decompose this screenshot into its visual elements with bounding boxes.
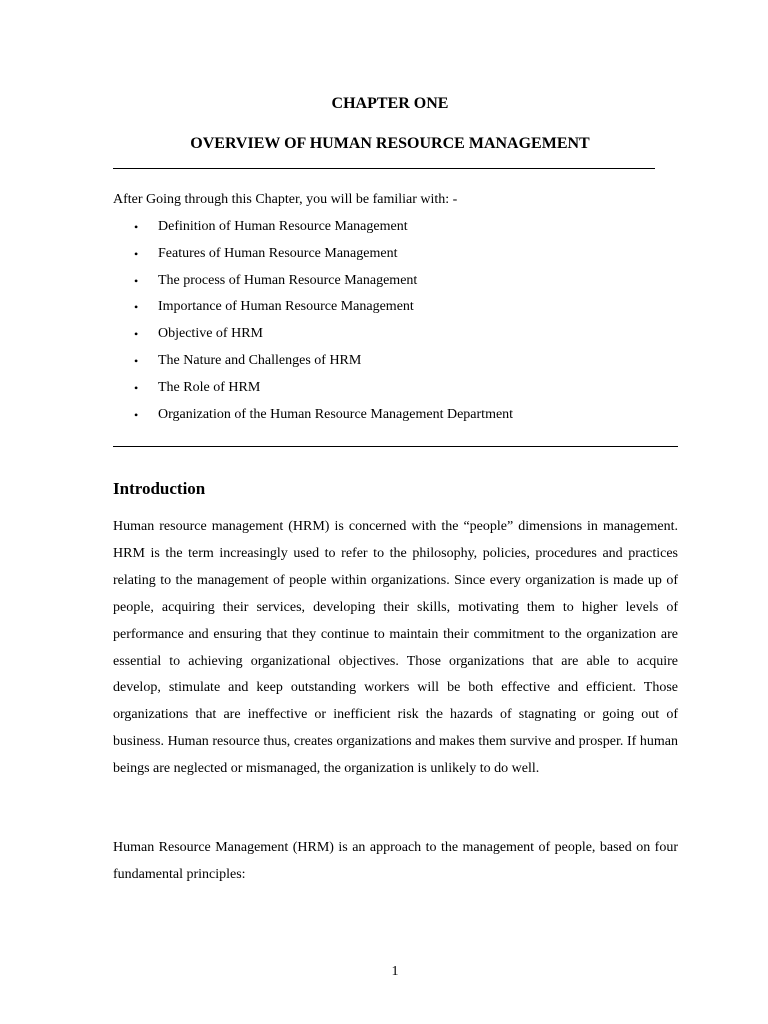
list-item-text: The Nature and Challenges of HRM (158, 352, 362, 368)
list-item (113, 405, 513, 432)
introduction-paragraph-1: Human resource management (HRM) is concerned with the “people” dimensions in management. HRM is the term increasingly used to refer to the philosophy, policies, procedures and practices relating to the management of people within organizations. Since every organization is made up of people, acquiring their services, developing their skills, motivating them to higher levels of performance and ensuring that they continue to maintain their commitment to the organization are essential to achieving organizational objectives. Those organizations that are able to acquire develop, stimulate and keep outstanding workers will be both effective and efficient. Those organizations that are ineffective or inefficient risk the hazards of stagnating or going out of business. Human resource thus, creates organizations and makes them survive and prosper. If human beings are neglected or mismanaged, the organization is unlikely to do well. (113, 519, 678, 777)
objectives-intro: After Going through this Chapter, you will be familiar with: - (113, 192, 458, 207)
bottom-divider (113, 446, 678, 447)
list-item-text: Definition of Human Resource Management (158, 219, 408, 234)
list-item-text: Importance of Human Resource Management (158, 299, 414, 315)
list-item (113, 297, 513, 324)
objectives-list (113, 217, 513, 431)
list-item (113, 324, 513, 351)
list-item-text: Objective of HRM (158, 326, 263, 342)
list-item (113, 217, 513, 244)
bullet-icon: • (134, 273, 139, 288)
introduction-paragraph-2: Human Resource Management (HRM) is an approach to the management of people, based on four fundamental principles: (113, 840, 678, 882)
list-item-text: The Role of HRM (158, 379, 261, 395)
list-item-text: The process of Human Resource Management (158, 272, 418, 288)
list-item-text: Organization of the Human Resource Management Department (158, 406, 514, 422)
list-item (113, 378, 513, 405)
bullet-icon: • (134, 407, 139, 422)
bullet-icon: • (134, 353, 139, 368)
bullet-icon: • (134, 300, 139, 315)
bullet-icon: • (134, 220, 139, 234)
bullet-icon: • (134, 246, 139, 261)
top-divider (113, 168, 655, 169)
bullet-icon: • (134, 380, 139, 395)
section-heading-introduction: Introduction (113, 479, 206, 498)
list-item (113, 271, 513, 298)
list-item (113, 244, 513, 271)
list-item-text: Features of Human Resource Management (158, 245, 398, 261)
bullet-icon: • (134, 327, 139, 342)
list-item (113, 351, 513, 378)
chapter-title: OVERVIEW OF HUMAN RESOURCE MANAGEMENT (190, 135, 590, 152)
page-number: 1 (391, 964, 399, 979)
chapter-label: CHAPTER ONE (331, 95, 449, 112)
